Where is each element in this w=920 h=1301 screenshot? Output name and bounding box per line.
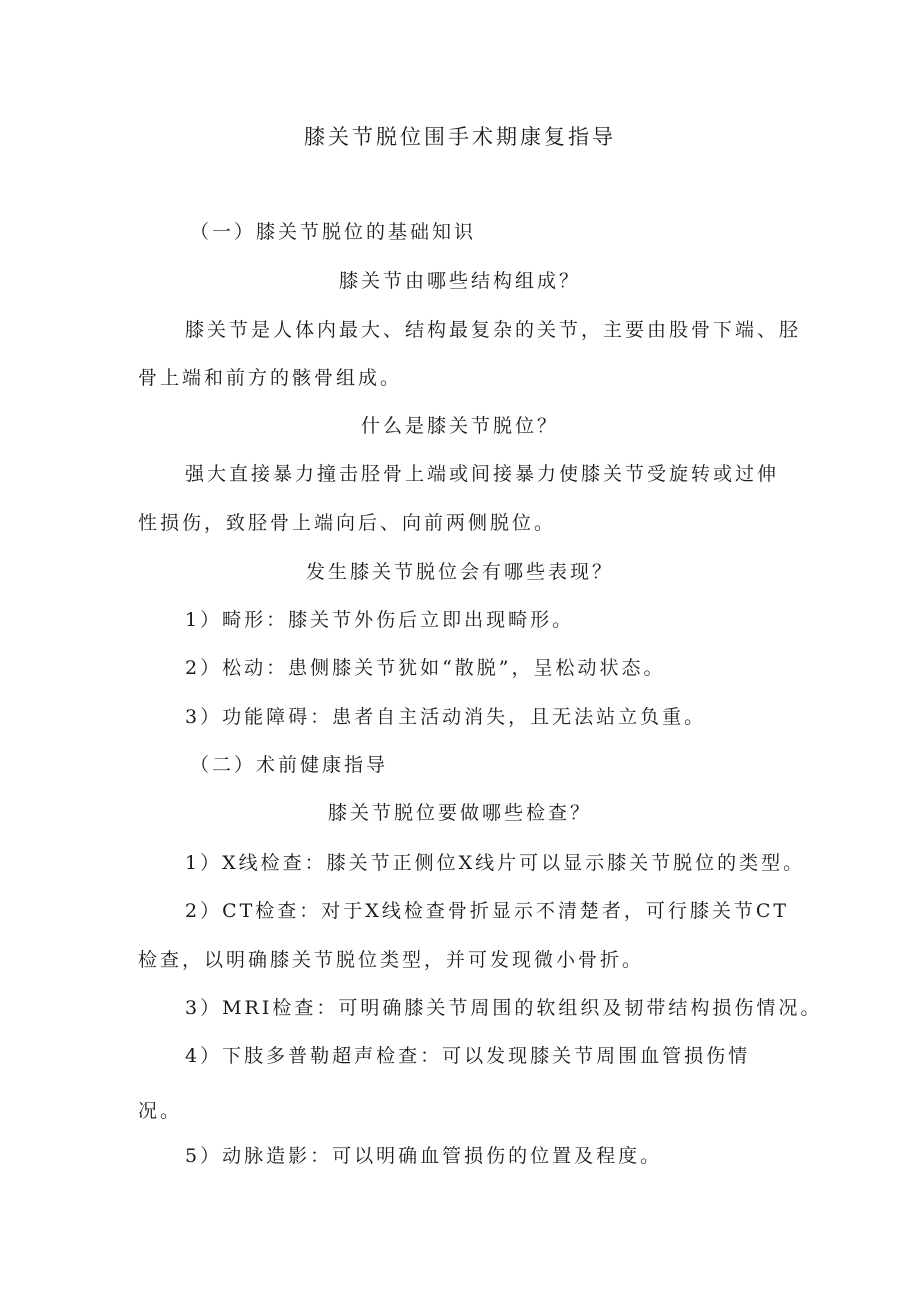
exam-item-doppler-line-2: 况。	[138, 1100, 183, 1122]
question-structure: 膝关节由哪些结构组成？	[338, 270, 581, 292]
exam-item-doppler-line-1: 4）下肢多普勒超声检查：可以发现膝关节周围血管损伤情	[185, 1045, 751, 1067]
answer-definition-line-2: 性损伤，致胫骨上端向后、向前两侧脱位。	[138, 512, 557, 534]
exam-item-ct-line-2: 检查，以明确膝关节脱位类型，并可发现微小骨折。	[138, 949, 645, 971]
symptom-item-deformity: 1）畸形：膝关节外伤后立即出现畸形。	[185, 609, 575, 631]
question-symptoms: 发生膝关节脱位会有哪些表现？	[305, 561, 614, 583]
exam-item-mri: 3）MRI检查：可明确膝关节周围的软组织及韧带结构损伤情况。	[185, 997, 823, 1019]
section-heading-preop: （二）术前健康指导	[190, 754, 389, 776]
symptom-item-dysfunction: 3）功能障碍：患者自主活动消失，且无法站立负重。	[185, 706, 707, 728]
exam-item-ct-line-1: 2）CT检查：对于X线检查骨折显示不清楚者，可行膝关节CT	[185, 900, 790, 922]
exam-item-xray: 1）X线检查：膝关节正侧位X线片可以显示膝关节脱位的类型。	[185, 852, 806, 874]
symptom-item-looseness: 2）松动：患侧膝关节犹如“散脱”，呈松动状态。	[185, 657, 666, 679]
page-title: 膝关节脱位围手术期康复指导	[304, 125, 616, 149]
question-exams: 膝关节脱位要做哪些检查？	[327, 802, 592, 824]
answer-definition-line-1: 强大直接暴力撞击胫骨上端或间接暴力使膝关节受旋转或过伸	[185, 463, 780, 485]
exam-item-angiography: 5）动脉造影：可以明确血管损伤的位置及程度。	[185, 1145, 663, 1167]
answer-structure-line-2: 骨上端和前方的骸骨组成。	[138, 367, 403, 389]
section-heading-basics: （一）膝关节脱位的基础知识	[190, 221, 477, 243]
answer-structure-line-1: 膝关节是人体内最大、结构最复杂的关节，主要由股骨下端、胫	[185, 319, 802, 341]
question-definition: 什么是膝关节脱位？	[360, 415, 559, 437]
